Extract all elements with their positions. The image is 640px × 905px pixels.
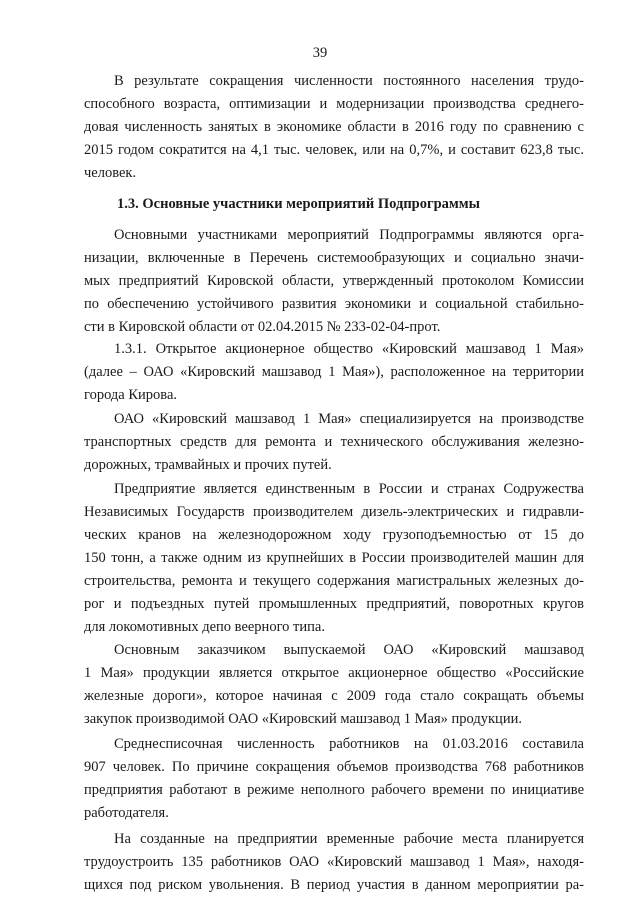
text-line: сти в Кировской области от 02.04.2015 № 233-02-04-прот. xyxy=(84,319,441,335)
text-line: Независимых Государств производителем дизель-электрических и гидравли- xyxy=(84,504,584,520)
text-line: мых предприятий Кировской области, утвержденный протоколом Комиссии xyxy=(84,273,584,289)
text-line: человек. xyxy=(84,165,137,181)
text-line: работодателя. xyxy=(84,805,169,821)
text-line: На созданные на предприятии временные рабочие места планируется xyxy=(114,831,584,847)
text-line: города Кирова. xyxy=(84,387,178,403)
text-line: по обеспечению устойчивого развития экономики и социальной стабильно- xyxy=(84,296,584,312)
section-heading: 1.3. Основные участники мероприятий Подпрограммы xyxy=(117,196,480,212)
text-line: строительства, ремонта и текущего содержания магистральных железных до- xyxy=(84,573,584,589)
text-line: Основным заказчиком выпускаемой ОАО «Кировский машзавод xyxy=(114,642,584,658)
text-line: железные дороги», которое начиная с 2009 года стало сокращать объемы xyxy=(84,688,584,704)
text-line: В результате сокращения численности постоянного населения трудо- xyxy=(114,73,584,89)
text-line: транспортных средств для ремонта и технического обслуживания железно- xyxy=(84,434,584,450)
text-line: трудоустроить 135 работников ОАО «Кировский машзавод 1 Мая», находя- xyxy=(84,854,584,870)
text-line: 2015 годом сократится на 4,1 тыс. человек, или на 0,7%, и составит 623,8 тыс. xyxy=(84,142,584,158)
text-line: 1 Мая» продукции является открытое акционерное общество «Российские xyxy=(84,665,584,681)
page-number: 39 xyxy=(312,45,328,61)
text-line: рог и подъездных путей промышленных предприятий, поворотных кругов xyxy=(84,596,584,612)
text-line: 907 человек. По причине сокращения объемов производства 768 работников xyxy=(84,759,584,775)
text-line: предприятия работают в режиме неполного рабочего времени по инициативе xyxy=(84,782,584,798)
text-line: 1.3.1. Открытое акционерное общество «Кировский машзавод 1 Мая» xyxy=(114,341,584,357)
text-line: Предприятие является единственным в России и странах Содружества xyxy=(114,481,584,497)
text-line: 150 тонн, а также одним из крупнейших в России производителей машин для xyxy=(84,550,584,566)
text-line: щихся под риском увольнения. В период участия в данном мероприятии ра- xyxy=(84,877,584,893)
text-line: закупок производимой ОАО «Кировский машзавод 1 Мая» продукции. xyxy=(84,711,522,727)
text-line: довая численность занятых в экономике области в 2016 году по сравнению с xyxy=(84,119,584,135)
text-line: (далее – ОАО «Кировский машзавод 1 Мая»), расположенное на территории xyxy=(84,364,584,380)
text-line: ческих кранов на железнодорожном ходу грузоподъемностью от 15 до xyxy=(84,527,584,543)
text-line: ОАО «Кировский машзавод 1 Мая» специализируется на производстве xyxy=(114,411,584,427)
text-line: способного возраста, оптимизации и модернизации производства среднего- xyxy=(84,96,584,112)
text-line: для локомотивных депо веерного типа. xyxy=(84,619,325,635)
text-line: низации, включенные в Перечень системообразующих и социально значи- xyxy=(84,250,584,266)
text-line: Среднесписочная численность работников на 01.03.2016 составила xyxy=(114,736,584,752)
text-line: Основными участниками мероприятий Подпрограммы являются орга- xyxy=(114,227,584,243)
text-line: дорожных, трамвайных и прочих путей. xyxy=(84,457,332,473)
